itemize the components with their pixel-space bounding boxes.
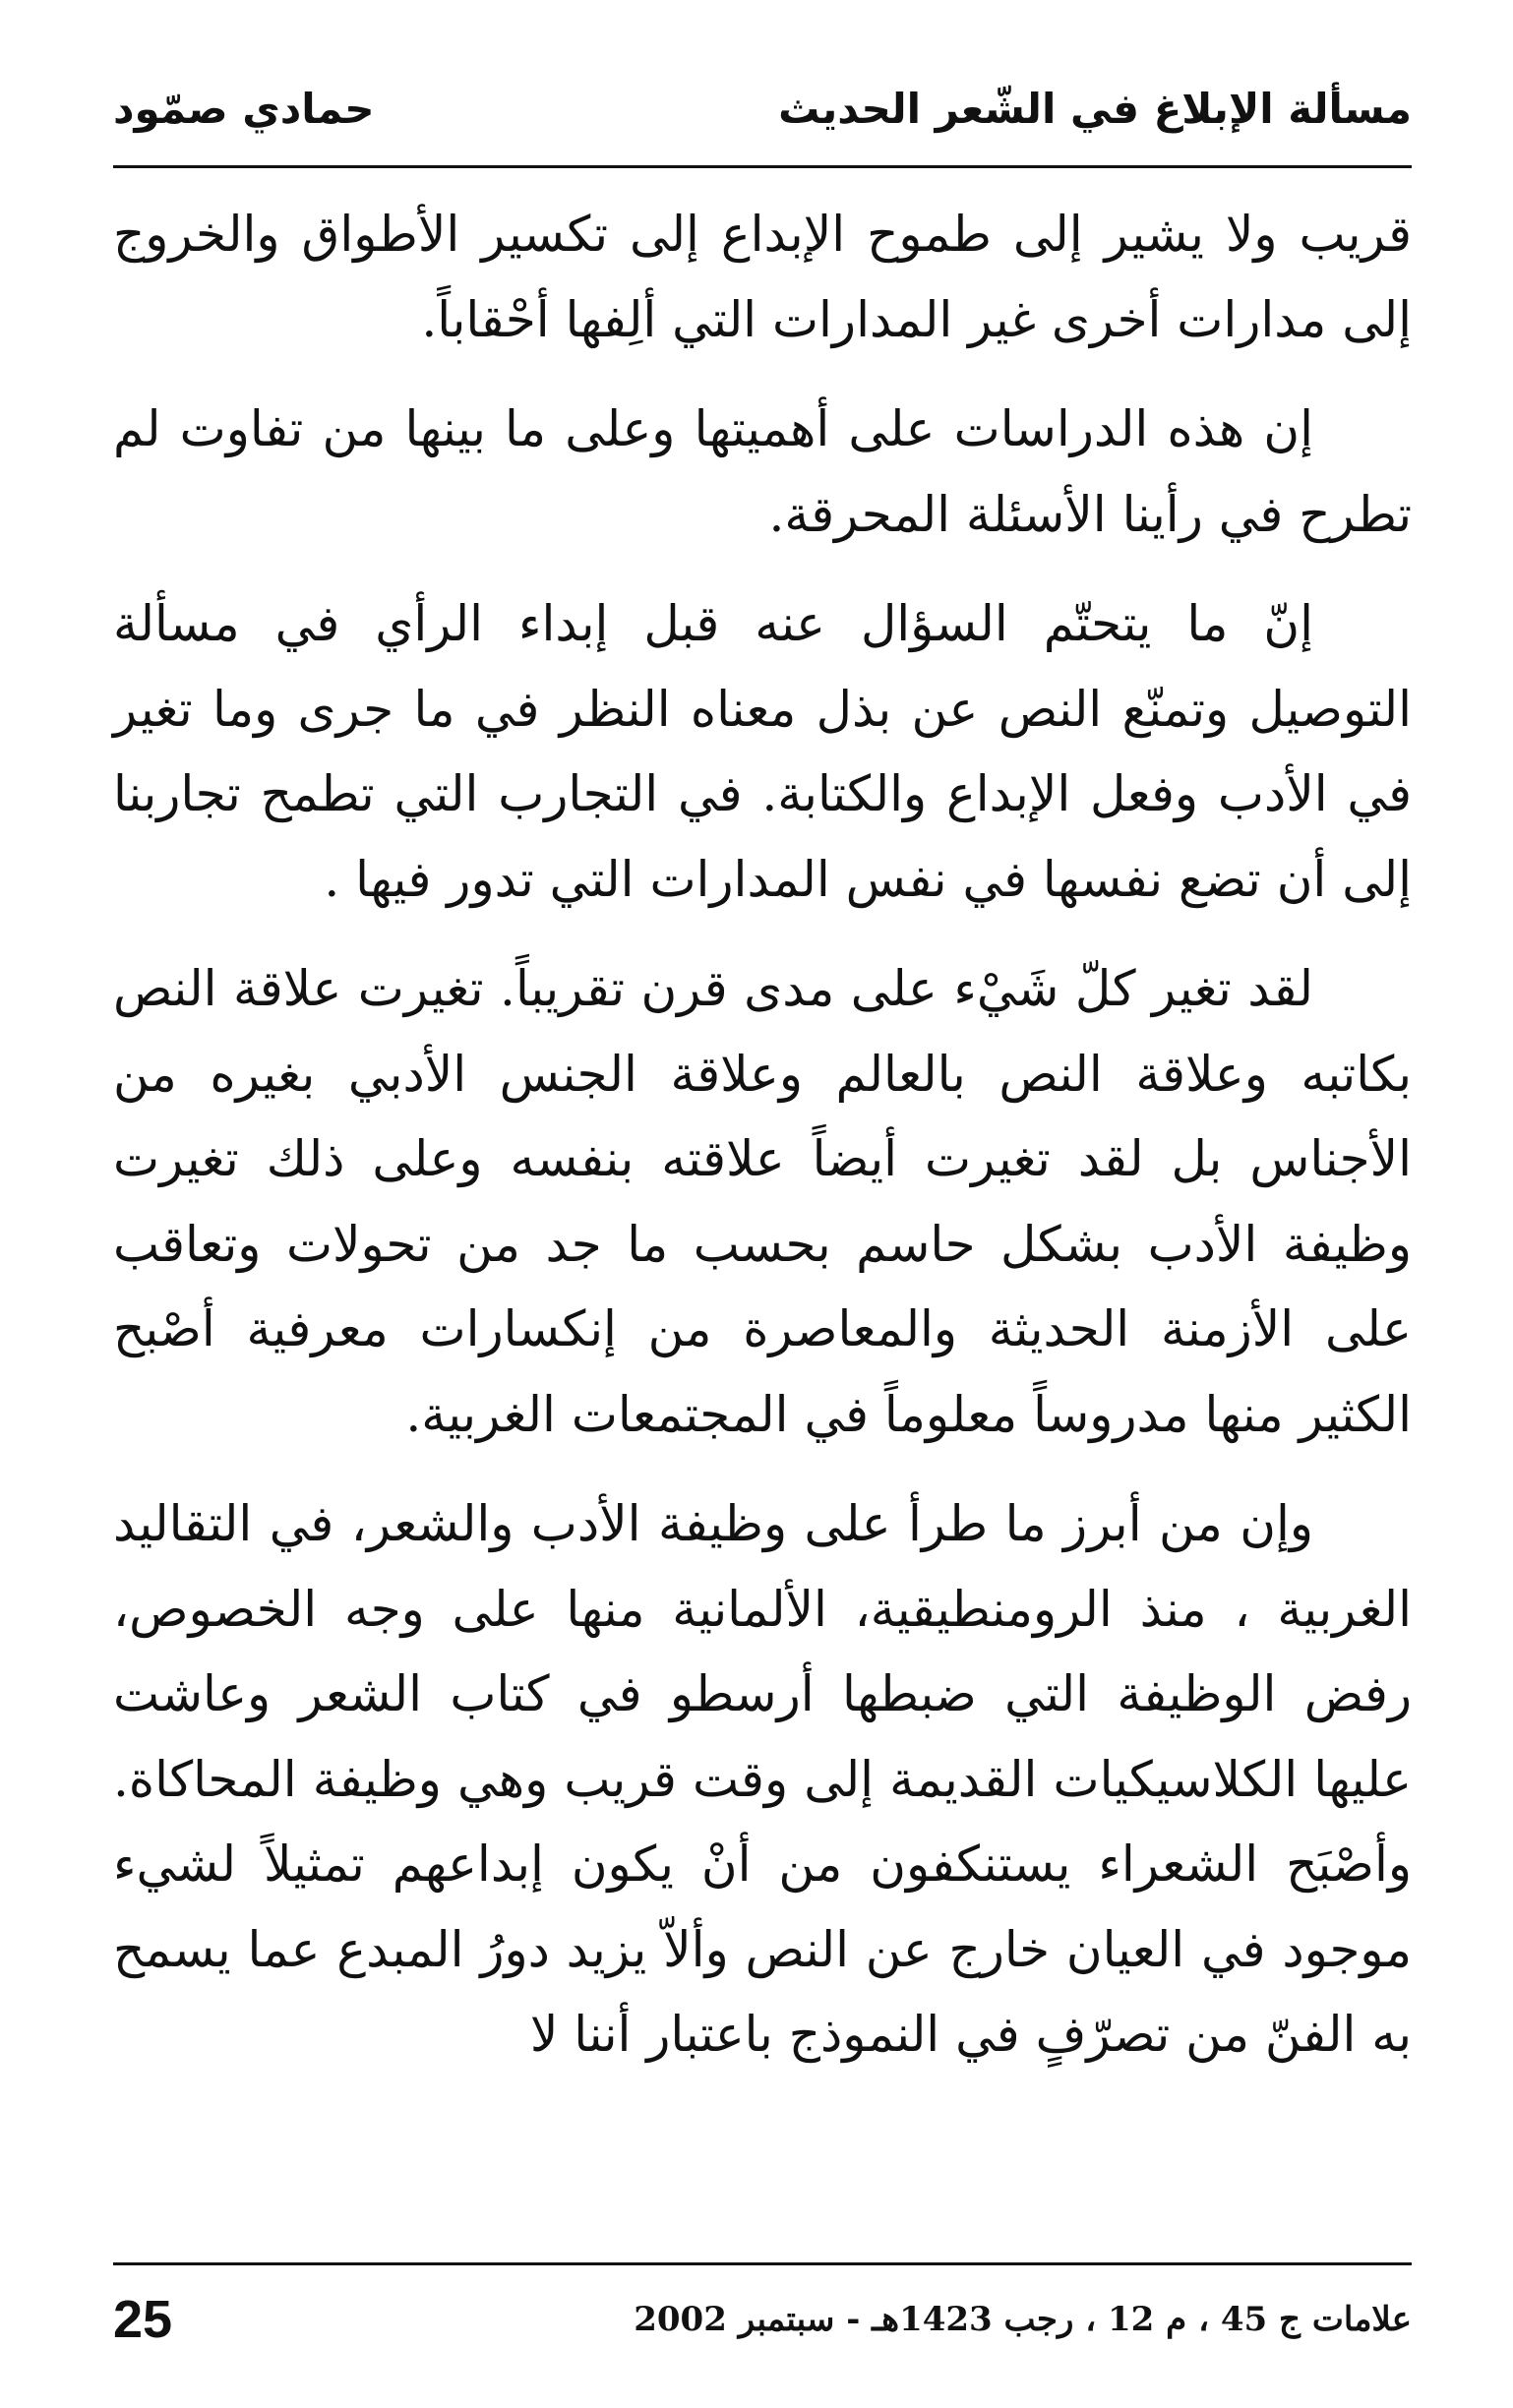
page-number: 25 (113, 2290, 173, 2349)
header-divider (113, 165, 1412, 168)
footer-divider (113, 2262, 1412, 2265)
body-text (113, 192, 1412, 2102)
paragraph-3: إنّ ما يتحتّم السؤال عنه قبل إبداء الرأي في مسألة التوصيل وتمنّع النص عن بذل معناه النظر في ما جرى وما تغير في الأدب وفعل الإبداع والكتابة. في التجارب التي تطمح تجاربنا إلى أن تضع نفسها في نفس المدارات التي تدور فيها . (113, 595, 1412, 908)
page (113, 39, 1412, 2380)
paragraph-4: لقد تغير كلّ شَيْء على مدى قرن تقريباً. تغيرت علاقة النص بكاتبه وعلاقة النص بالعالم وعلاقة الجنس الأدبي بغيره من الأجناس بل لقد تغيرت أيضاً علاقته بنفسه وعلى ذلك تغيرت وظيفة الأدب بشكل حاسم بحسب ما جد من تحولات وتعاقب على الأزمنة الحديثة والمعاصرة من إنكسارات معرفية أصْبح الكثير منها مدروساً معلوماً في المجتمعات الغربية. (113, 960, 1412, 1443)
page-footer (113, 2280, 1412, 2359)
journal-info: علامات ج 45 ، م 12 ، رجب 1423هـ - سبتمبر 2002 (634, 2300, 1412, 2339)
paragraph-2: إن هذه الدراسات على أهميتها وعلى ما بينها من تفاوت لم تطرح في رأينا الأسئلة المحرقة. (113, 400, 1412, 543)
author-name: حمادي صمّود (113, 84, 375, 133)
article-title: مسألة الإبلاغ في الشّعر الحديث (778, 84, 1412, 133)
running-header (113, 59, 1412, 157)
paragraph-1: قريب ولا يشير إلى طموح الإبداع إلى تكسير الأطواق والخروج إلى مدارات أخرى غير المدارات التي ألِفها أحْقاباً. (113, 206, 1412, 348)
paragraph-5: وإن من أبرز ما طرأ على وظيفة الأدب والشعر، في التقاليد الغربية ، منذ الرومنطيقية، الألمانية منها على وجه الخصوص، رفض الوظيفة التي ضبطها أرسطو في كتاب الشعر وعاشت عليها الكلاسيكيات القديمة إلى وقت قريب وهي وظيفة المحاكاة. وأصْبَح الشعراء يستنكفون من أنْ يكون إبداعهم تمثيلاً لشيء موجود في العيان خارج عن النص وألاّ يزيد دورُ المبدع عما يسمح به الفنّ من تصرّفٍ في النموذج باعتبار أننا لا (113, 1495, 1412, 2063)
